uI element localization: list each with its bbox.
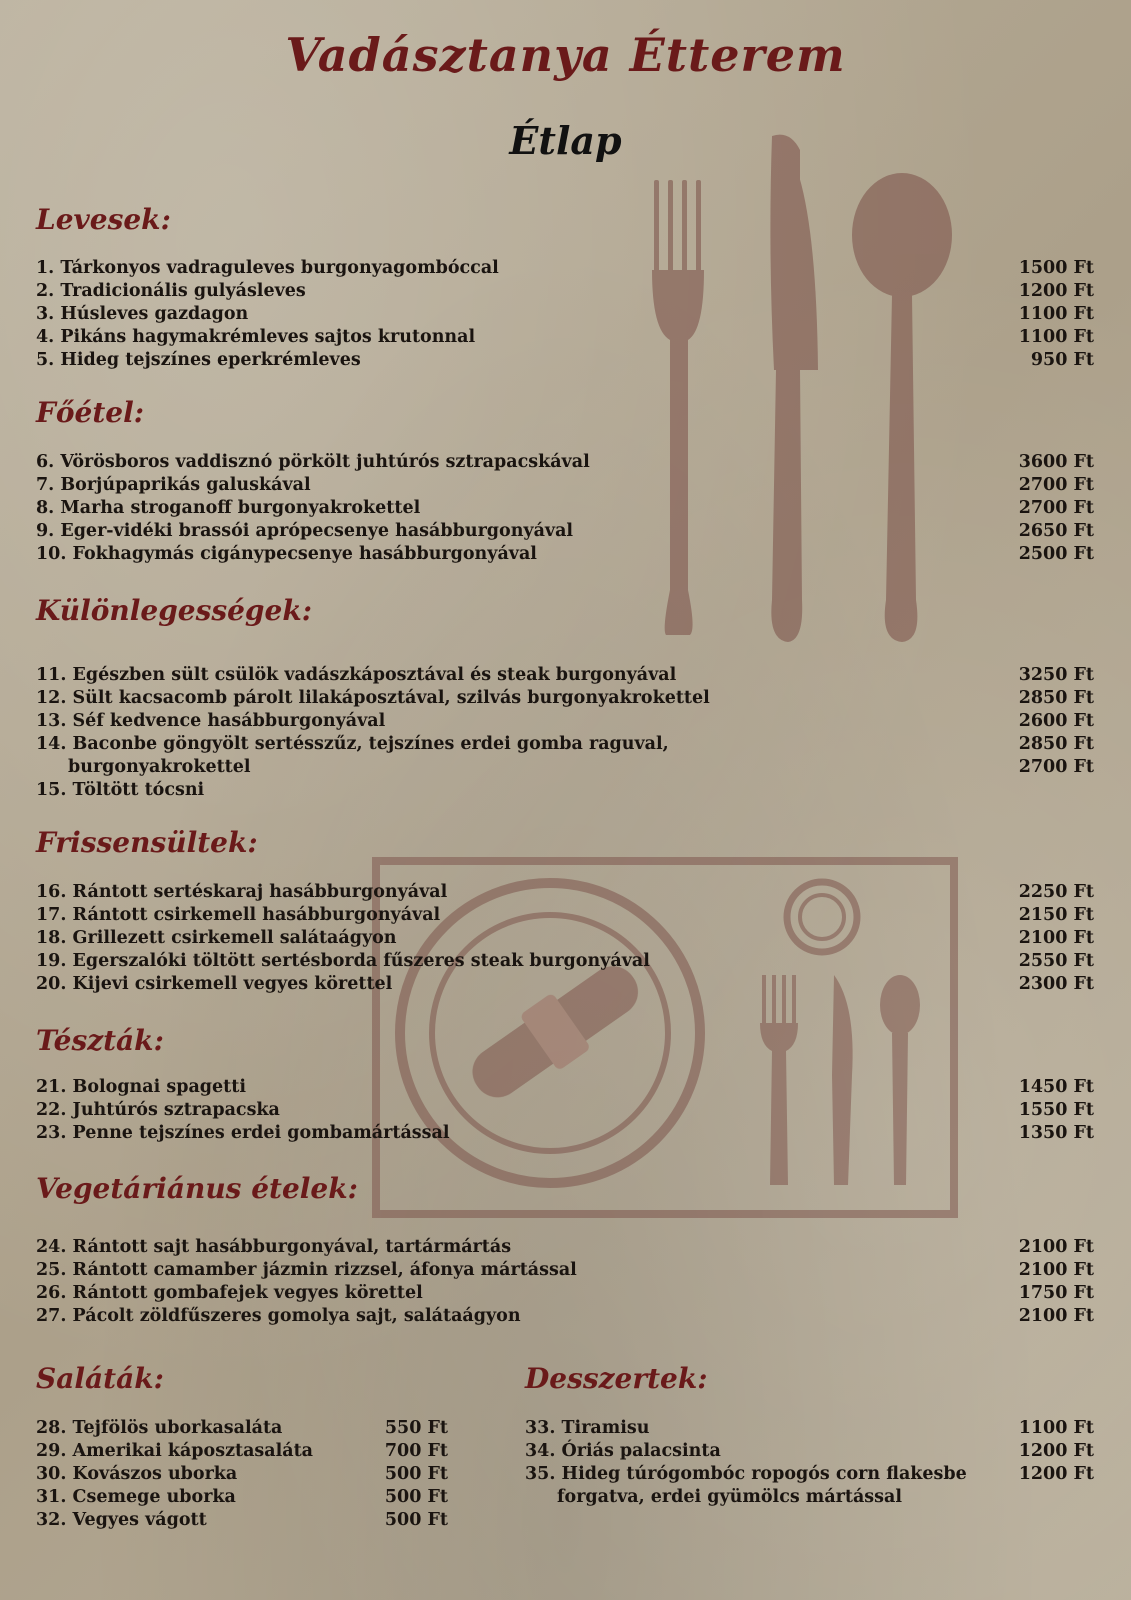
item-name: 35. Hideg túrógombóc ropogós corn flakesbe	[525, 1464, 967, 1484]
item-price: 2650 Ft	[1018, 521, 1094, 541]
item-price: 1350 Ft	[1018, 1123, 1094, 1143]
item-price: 1200 Ft	[1018, 1464, 1094, 1484]
section-heading-frissensultek: Frissensültek:	[36, 826, 258, 859]
section-heading-tesztak: Tészták:	[36, 1024, 164, 1057]
item-name: 22. Juhtúrós sztrapacska	[36, 1100, 280, 1120]
menu-item	[36, 451, 1094, 474]
menu-item	[36, 257, 1094, 280]
item-name: 27. Pácolt zöldfűszeres gomolya sajt, salátaágyon	[36, 1306, 521, 1326]
item-name: 30. Kovászos uborka	[36, 1464, 238, 1484]
menu-list-foetel	[36, 451, 1094, 566]
menu-item	[36, 349, 1094, 372]
item-price: 1450 Ft	[1018, 1077, 1094, 1097]
item-price: 950 Ft	[1030, 350, 1094, 370]
restaurant-title: Vadásztanya Étterem	[285, 28, 846, 82]
menu-item	[36, 497, 1094, 520]
item-name: 2. Tradicionális gulyásleves	[36, 281, 306, 301]
item-name: 4. Pikáns hagymakrémleves sajtos krutonnal	[36, 327, 476, 347]
menu-item	[36, 1509, 448, 1532]
menu-item	[36, 1305, 1094, 1328]
item-price: 1100 Ft	[1018, 1418, 1094, 1438]
item-price: 1100 Ft	[1018, 327, 1094, 347]
item-name: 25. Rántott camamber jázmin rizzsel, áfonya mártással	[36, 1260, 577, 1280]
menu-item	[36, 1417, 448, 1440]
item-price: 1750 Ft	[1018, 1283, 1094, 1303]
menu-item	[36, 710, 1094, 733]
item-price: 3250 Ft	[1018, 665, 1094, 685]
item-name: 26. Rántott gombafejek vegyes körettel	[36, 1283, 423, 1303]
menu-item	[36, 973, 1094, 996]
menu-item	[525, 1463, 1094, 1486]
item-name: 21. Bolognai spagetti	[36, 1077, 246, 1097]
item-name: 8. Marha stroganoff burgonyakrokettel	[36, 498, 421, 518]
menu-item	[36, 1236, 1094, 1259]
section-heading-kulonlegessegek: Különlegességek:	[36, 594, 313, 627]
item-price: 2150 Ft	[1018, 905, 1094, 925]
item-price: 1500 Ft	[1018, 258, 1094, 278]
item-price: 2550 Ft	[1018, 951, 1094, 971]
item-price: 2700 Ft	[1018, 498, 1094, 518]
menu-item	[36, 1076, 1094, 1099]
item-name: 3. Húsleves gazdagon	[36, 304, 249, 324]
cutlery-illustration	[640, 130, 980, 660]
menu-subtitle: Étlap	[509, 118, 622, 163]
item-price: 2500 Ft	[1018, 544, 1094, 564]
item-price: 500 Ft	[384, 1510, 448, 1530]
item-name: 11. Egészben sült csülök vadászkáposztával és steak burgonyával	[36, 665, 677, 685]
section-heading-levesek: Levesek:	[36, 203, 171, 236]
item-name: 14. Baconbe göngyölt sertésszűz, tejszínes erdei gomba raguval,	[36, 734, 669, 754]
item-name: 15. Töltött tócsni	[36, 780, 205, 800]
item-price: 2850 Ft	[1018, 688, 1094, 708]
item-price: 2700 Ft	[1018, 475, 1094, 495]
item-name: 16. Rántott sertéskaraj hasábburgonyával	[36, 882, 448, 902]
item-price: 3600 Ft	[1018, 452, 1094, 472]
item-name: 24. Rántott sajt hasábburgonyával, tartármártás	[36, 1237, 512, 1257]
section-heading-vegetarianus: Vegetáriánus ételek:	[36, 1172, 358, 1205]
menu-item	[36, 303, 1094, 326]
menu-item	[36, 881, 1094, 904]
menu-item	[36, 904, 1094, 927]
menu-item	[36, 1440, 448, 1463]
item-name: 1. Tárkonyos vadraguleves burgonyagombóccal	[36, 258, 499, 278]
item-name: 17. Rántott csirkemell hasábburgonyával	[36, 905, 441, 925]
menu-item	[36, 1099, 1094, 1122]
menu-item	[36, 1259, 1094, 1282]
item-price: 2300 Ft	[1018, 974, 1094, 994]
menu-item	[36, 687, 1094, 710]
item-name: 13. Séf kedvence hasábburgonyával	[36, 711, 386, 731]
item-name: 18. Grillezett csirkemell salátaágyon	[36, 928, 397, 948]
menu-item	[36, 326, 1094, 349]
item-price: 2250 Ft	[1018, 882, 1094, 902]
menu-item	[36, 664, 1094, 687]
item-price: 1200 Ft	[1018, 281, 1094, 301]
item-price: 2600 Ft	[1018, 711, 1094, 731]
item-price: 1550 Ft	[1018, 1100, 1094, 1120]
item-name: 6. Vörösboros vaddisznó pörkölt juhtúrós sztrapacskával	[36, 452, 590, 472]
item-price: 1200 Ft	[1018, 1441, 1094, 1461]
item-name: 33. Tiramisu	[525, 1418, 650, 1438]
item-name: 19. Egerszalóki töltött sertésborda fűszeres steak burgonyával	[36, 951, 650, 971]
item-price: 700 Ft	[384, 1441, 448, 1461]
item-name: 31. Csemege uborka	[36, 1487, 236, 1507]
menu-list-tesztak	[36, 1076, 1094, 1145]
item-price: 2100 Ft	[1018, 1260, 1094, 1280]
item-name: 5. Hideg tejszínes eperkrémleves	[36, 350, 361, 370]
section-heading-desszertek: Desszertek:	[525, 1362, 708, 1395]
spoon-icon	[852, 173, 952, 642]
menu-list-levesek	[36, 257, 1094, 372]
menu-item	[525, 1440, 1094, 1463]
item-price: 2100 Ft	[1018, 928, 1094, 948]
item-price: 2850 Ft	[1018, 734, 1094, 754]
menu-item	[36, 779, 1094, 802]
menu-item	[36, 950, 1094, 973]
menu-item	[36, 520, 1094, 543]
menu-item-continuation	[36, 756, 1094, 779]
item-name: 9. Eger-vidéki brassói aprópecsenye hasábburgonyával	[36, 521, 574, 541]
menu-item	[36, 1282, 1094, 1305]
item-name: forgatva, erdei gyümölcs mártással	[557, 1487, 902, 1507]
item-price: 500 Ft	[384, 1487, 448, 1507]
item-name: 7. Borjúpaprikás galuskával	[36, 475, 311, 495]
menu-item	[36, 927, 1094, 950]
item-name: burgonyakrokettel	[68, 757, 251, 777]
item-price: 2100 Ft	[1018, 1306, 1094, 1326]
section-heading-foetel: Főétel:	[36, 396, 145, 429]
item-name: 20. Kijevi csirkemell vegyes körettel	[36, 974, 393, 994]
menu-item-continuation	[525, 1486, 1094, 1509]
item-name: 29. Amerikai káposztasaláta	[36, 1441, 314, 1461]
menu-item	[36, 1486, 448, 1509]
menu-item	[36, 280, 1094, 303]
menu-item	[525, 1417, 1094, 1440]
section-heading-salatak: Saláták:	[36, 1362, 164, 1395]
item-name: 34. Óriás palacsinta	[525, 1441, 721, 1461]
item-price: 500 Ft	[384, 1464, 448, 1484]
item-name: 23. Penne tejszínes erdei gombamártással	[36, 1123, 450, 1143]
menu-list-kulonlegessegek	[36, 664, 1094, 802]
menu-item	[36, 543, 1094, 566]
menu-list-frissensultek	[36, 881, 1094, 996]
menu-item	[36, 1122, 1094, 1145]
menu-list-desszertek	[525, 1417, 1094, 1509]
item-name: 28. Tejfölös uborkasaláta	[36, 1418, 283, 1438]
menu-item	[36, 733, 1094, 756]
item-name: 10. Fokhagymás cigánypecsenye hasábburgonyával	[36, 544, 537, 564]
menu-list-salatak	[36, 1417, 448, 1532]
item-price: 1100 Ft	[1018, 304, 1094, 324]
menu-list-vegetarianus	[36, 1236, 1094, 1328]
menu-item	[36, 1463, 448, 1486]
item-name: 12. Sült kacsacomb párolt lilakáposztával, szilvás burgonyakrokettel	[36, 688, 710, 708]
item-price: 2100 Ft	[1018, 1237, 1094, 1257]
item-price: 550 Ft	[384, 1418, 448, 1438]
item-price: 2700 Ft	[1018, 757, 1094, 777]
fork-icon	[652, 180, 704, 635]
item-name: 32. Vegyes vágott	[36, 1510, 207, 1530]
menu-item	[36, 474, 1094, 497]
